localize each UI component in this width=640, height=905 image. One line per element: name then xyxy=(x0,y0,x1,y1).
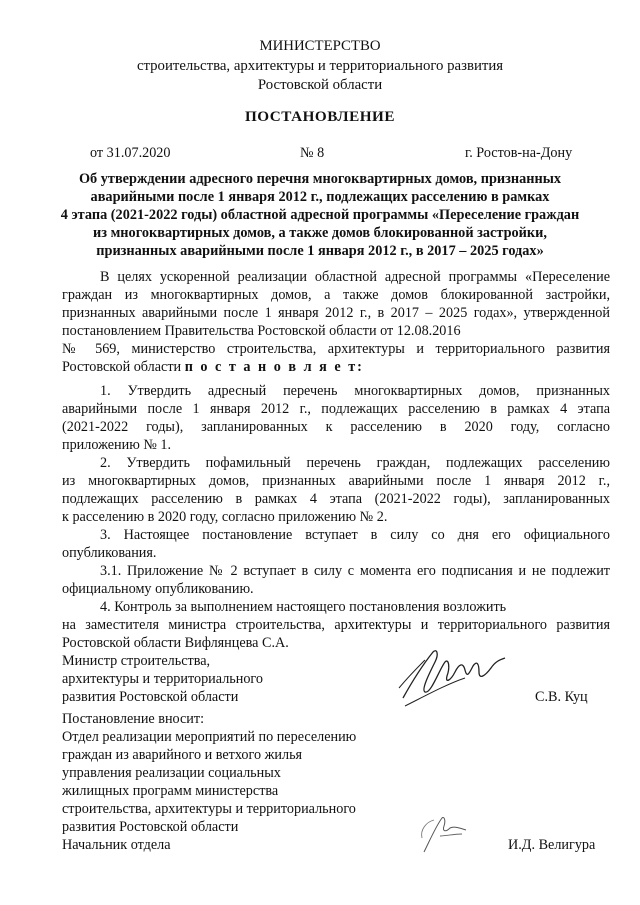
department-head-name: И.Д. Велигура xyxy=(508,837,596,853)
item-1-line: (2021-2022 годы), запланированных к расселению в 2020 году, согласно xyxy=(62,419,610,435)
item-2-line: 2. Утвердить пофамильный перечень граждан, подлежащих расселению xyxy=(100,455,610,471)
preamble-line: В целях ускоренной реализации областной адресной программы «Переселение xyxy=(100,269,610,285)
item-3-1-line: официальному опубликованию. xyxy=(62,581,254,597)
ministry-title: МИНИСТЕРСТВО xyxy=(259,38,381,54)
resolves-word: п о с т а н о в л я е т: xyxy=(184,359,364,375)
submitted-dept-line: жилищных программ министерства xyxy=(62,783,279,799)
subject-line: признанных аварийными после 1 января 2012 г., в 2017 – 2025 годах» xyxy=(96,243,544,259)
item-4-line: Ростовской области Вифлянцева С.А. xyxy=(62,635,289,651)
department-head-label: Начальник отдела xyxy=(62,837,171,853)
doc-type-title: ПОСТАНОВЛЕНИЕ xyxy=(244,108,395,125)
submitted-dept-line: развития Ростовской области xyxy=(62,819,239,835)
signer-position-line: развития Ростовской области xyxy=(62,689,239,705)
item-3-1-line: 3.1. Приложение № 2 вступает в силу с момента его подписания и не подлежит xyxy=(100,563,610,579)
doc-number: № 8 xyxy=(300,145,325,161)
minister-signature-image xyxy=(395,640,510,712)
submitted-dept-line: граждан из аварийного и ветхого жилья xyxy=(62,747,303,763)
signer-position-line: Министр строительства, xyxy=(62,653,211,669)
submitted-dept-line: Отдел реализации мероприятий по переселению xyxy=(62,729,357,745)
preamble-line: постановлением Правительства Ростовской области от 12.08.2016 xyxy=(62,323,461,339)
item-4-line: 4. Контроль за выполнением настоящего постановления возложить xyxy=(100,599,507,615)
subject-line: 4 этапа (2021-2022 годы) областной адресной программы «Переселение граждан xyxy=(60,207,580,223)
item-2-line: из многоквартирных домов, признанных аварийными после 1 января 2012 г., xyxy=(62,473,610,489)
preamble-last-prefix: Ростовской области xyxy=(62,359,185,375)
signer-name: С.В. Куц xyxy=(535,689,588,705)
doc-date: от 31.07.2020 xyxy=(90,145,171,161)
submitted-dept-line: управления реализации социальных xyxy=(62,765,281,781)
preamble-line: № 569, министерство строительства, архитектуры и территориального развития xyxy=(62,341,610,357)
item-2-line: к расселению в 2020 году, согласно приложению № 2. xyxy=(62,509,388,525)
item-2-line: подлежащих расселению в рамках 4 этапа (2021-2022 годы), запланированных xyxy=(62,491,610,507)
head-signature-image xyxy=(410,808,480,858)
subject-line: из многоквартирных домов, а также домов блокированной застройки, xyxy=(93,225,547,241)
subject-line: аварийными после 1 января 2012 г., подлежащих расселению в рамках xyxy=(90,189,550,205)
preamble-last-line xyxy=(62,358,364,376)
preamble-line: признанных аварийными после 1 января 2012 г., в 2017 – 2025 годах», утвержденной xyxy=(62,305,610,321)
item-3-line: 3. Настоящее постановление вступает в силу со дня его официального xyxy=(100,527,610,543)
item-1-line: 1. Утвердить адресный перечень многоквартирных домов, признанных xyxy=(100,383,610,399)
region-name: Ростовской области xyxy=(257,77,383,93)
subject-line: Об утверждении адресного перечня многоквартирных домов, признанных xyxy=(78,171,562,187)
submitted-dept-line: строительства, архитектуры и территориального xyxy=(62,801,356,817)
signer-position-line: архитектуры и территориального xyxy=(62,671,263,687)
item-1-line: приложению № 1. xyxy=(62,437,172,453)
preamble-line: граждан из многоквартирных домов, а также домов блокированной застройки, xyxy=(62,287,610,303)
item-4-line: на заместителя министра строительства, архитектуры и территориального развития xyxy=(62,617,610,633)
doc-city: г. Ростов-на-Дону xyxy=(465,145,573,161)
submitted-label: Постановление вносит: xyxy=(62,711,205,727)
item-3-line: опубликования. xyxy=(62,545,157,561)
item-1-line: аварийными после 1 января 2012 г., подлежащих расселению в рамках 4 этапа xyxy=(62,401,610,417)
ministry-subtitle: строительства, архитектуры и территориального развития xyxy=(136,58,504,74)
